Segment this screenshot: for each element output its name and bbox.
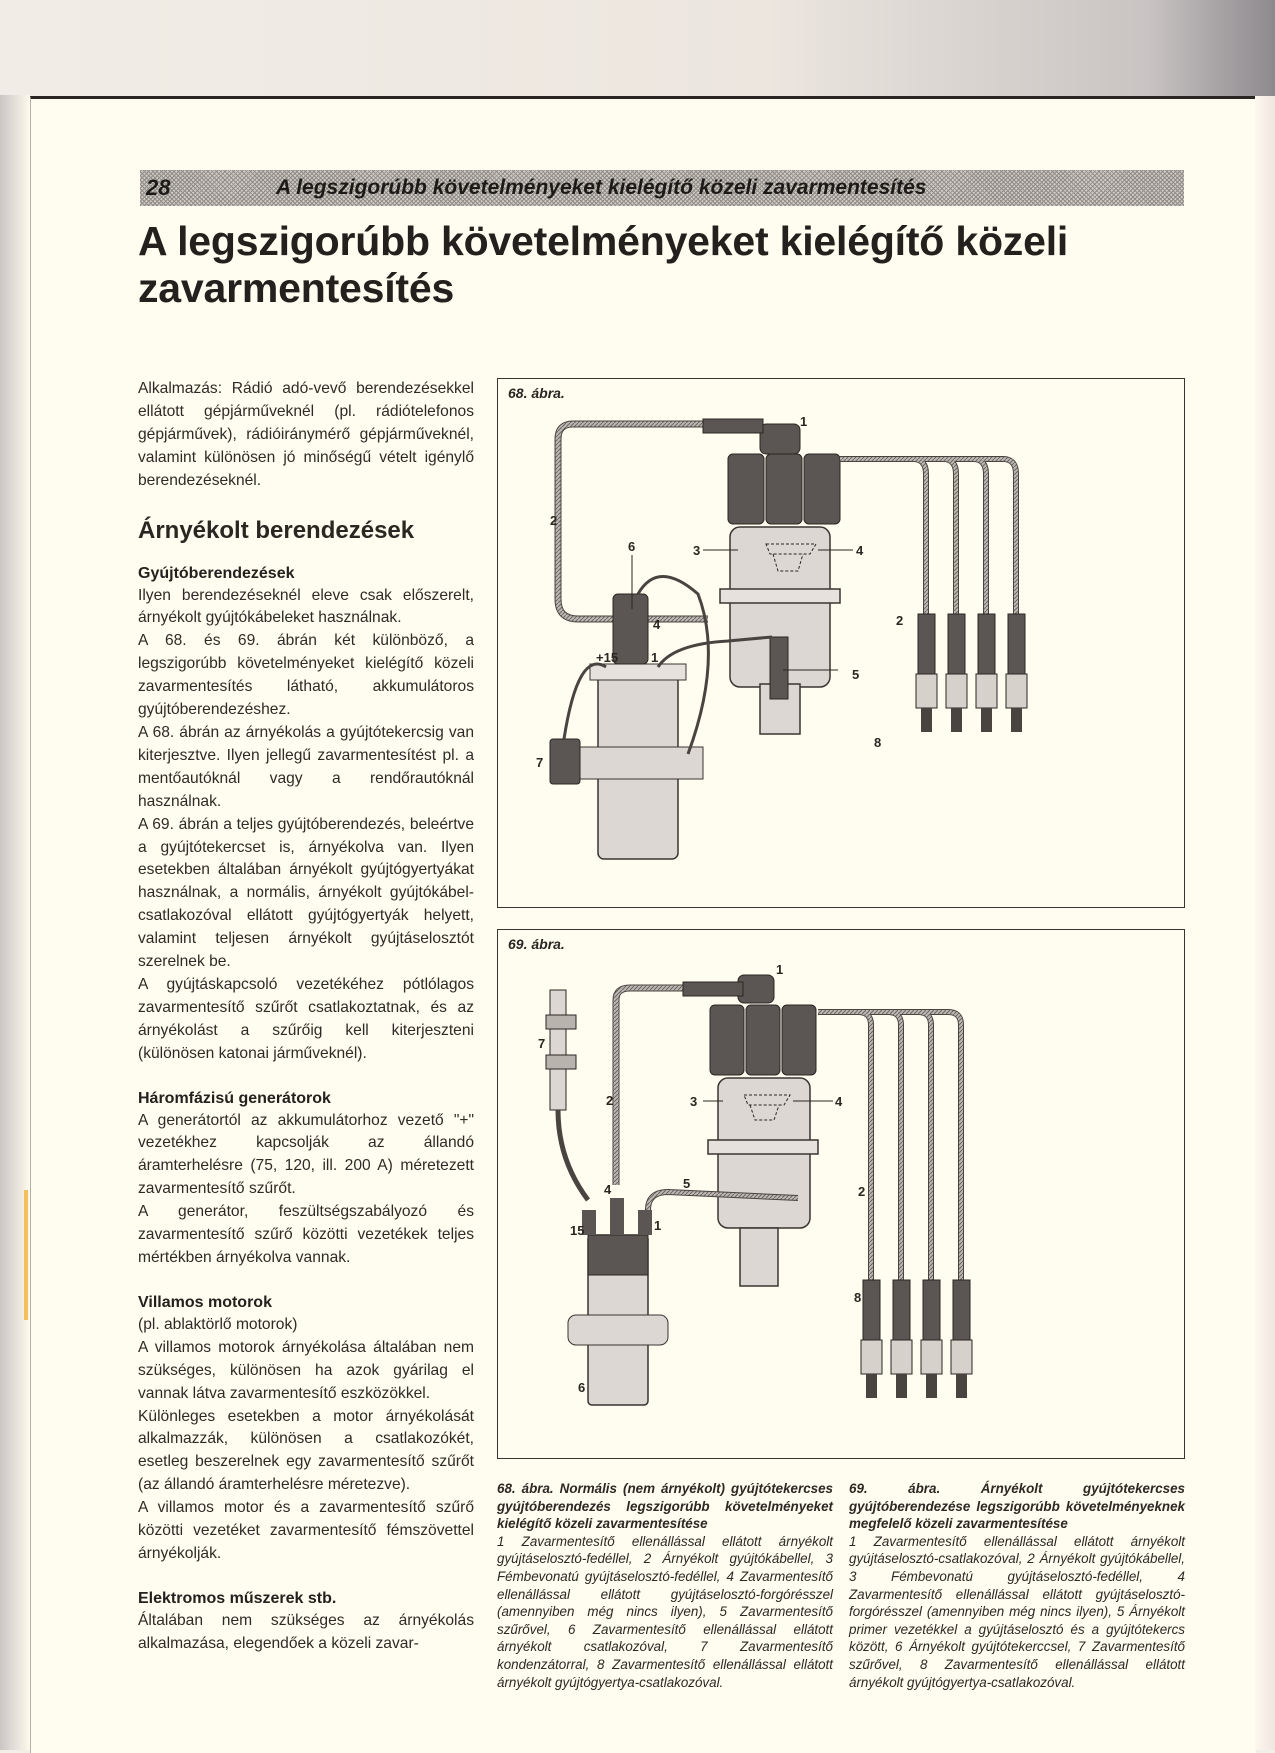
callout-1: 1: [776, 962, 784, 977]
figure-69: [497, 929, 1185, 1459]
paragraph: (pl. ablaktörlő motorok): [138, 1315, 298, 1333]
running-header: [140, 170, 1184, 206]
spark-plug-leads: [818, 1012, 961, 1280]
subsection-heading-motors: Villamos motorok: [138, 1293, 272, 1311]
page-edge-shadow: [1255, 96, 1275, 1750]
callout-2: 2: [550, 513, 558, 528]
callout-6: 6: [628, 539, 636, 554]
paragraph: Általában nem szükséges az árnyékolás alkalmazása, elegendőek a közeli zavar-: [138, 1611, 474, 1652]
page-number: 28: [146, 175, 171, 200]
coil-connector: [613, 594, 648, 664]
suppression-filter: [770, 637, 788, 699]
caption-title: 68. ábra. Normális (nem árnyékolt) gyújtótekercses gyújtóberendezés legszigorúbb követelményeket kielégítő közeli zavarmentesítése: [497, 1481, 833, 1532]
callout-2: 2: [896, 613, 904, 628]
paragraph: A 68. ábrán az árnyékolás a gyújtótekercsig van kiterjesztve. Ilyen jellegű zavarmentesítést pl. a mentőautóknál vagy a rendőrautóknál használnak.: [138, 723, 474, 810]
distributor-cap-connectors: [703, 419, 840, 524]
caption-body: 1 Zavarmentesítő ellenállással ellátott árnyékolt gyújtáselosztó-csatlakozóval, 2 Árnyékolt gyújtókábellel, 3 Fémbevonatú gyújtáselosztó-fedéllel, 4 Zavarmentesítő ellenállással ellátott gyújtáselosztó-forgórésszel (amennyiben még nincs ilyen), 5 Árnyékolt primer vezetékkel a gyújtáselosztó és a gyújtótekercs között, 6 Árnyékolt gyújtótekerccsel, 7 Zavarmentesítő szűrővel, 8 Zavarmentesítő ellenállással ellátott árnyékolt gyújtógyertya-csatlakozóval.: [849, 1533, 1185, 1690]
spark-plugs: [916, 614, 1027, 732]
paragraph: A villamos motorok árnyékolása általában nem szükséges, különösen ha azok gyárilag el vannak látva zavarmentesítő eszközökkel.: [138, 1338, 474, 1402]
scan-background-left: [0, 95, 30, 1750]
callout-7: 7: [536, 755, 544, 770]
callout-5: 5: [683, 1176, 691, 1191]
terminal-15: 15: [570, 1223, 585, 1238]
subsection-heading-ignition: Gyújtóberendezések: [138, 564, 295, 582]
caption-title: 69. ábra. Árnyékolt gyújtótekercses gyújtóberendezése legszigorúbb követelményeknek megfelelő közeli zavarmentesítése: [849, 1481, 1185, 1532]
intro-paragraph: Alkalmazás: Rádió adó-vevő berendezésekkel ellátott gépjárműveknél (pl. rádiótelefonos gépjárművek), rádióiránymérő gépjárműveknél, valamint különösen jó minőségű vételt igénylő berendezéseknél.: [138, 380, 474, 489]
figure-68-diagram: [498, 379, 1184, 907]
callout-7: 7: [538, 1036, 546, 1051]
terminal-1: 1: [654, 1218, 662, 1233]
callout-2: 2: [606, 1093, 614, 1108]
subsection-heading-instruments: Elektromos műszerek stb.: [138, 1589, 337, 1607]
figure-69-caption: [849, 1480, 1185, 1691]
paragraph: A gyújtáskapcsoló vezetékéhez pótlólagos zavarmentesítő szűrőt csatlakoztatnak, és az árnyékolást a szűrőig kell kiterjeszteni (különösen katonai járműveknél).: [138, 975, 474, 1062]
scan-background-top: [0, 0, 1275, 100]
running-title: A legszigorúbb követelményeket kielégítő közeli zavarmentesítés: [276, 176, 927, 199]
callout-4: 4: [604, 1182, 612, 1197]
body-text-column: [138, 378, 474, 1656]
callout-4: 4: [835, 1094, 843, 1109]
figure-label: 69. ábra.: [508, 936, 565, 952]
paragraph: A villamos motor és a zavarmentesítő szűrő közötti vezetéket zavarmentesítő fémszövettel árnyékolják.: [138, 1499, 474, 1562]
terminal-plus15: +15: [596, 650, 619, 665]
callout-3: 3: [693, 543, 701, 558]
ignition-cable: [558, 424, 708, 619]
caption-body: 1 Zavarmentesítő ellenállással ellátott árnyékolt gyújtáselosztó-fedéllel, 2 Árnyékolt gyújtókábellel, 3 Fémbevonatú gyújtáselosztó-fedéllel, 4 Zavarmentesítő ellenállással ellátott gyújtáselosztó-forgórésszel (amennyiben még nincs ilyen), 5 Zavarmentesítő szűrővel, 6 Zavarmentesítő ellenállással ellátott árnyékolt csatlakozóval, 7 Zavarmentesítő kondenzátorral, 8 Zavarmentesítő ellenállással ellátott árnyékolt gyújtógyertya-csatlakozóval.: [497, 1533, 833, 1690]
callout-5: 5: [852, 667, 860, 682]
bookmark-tab: [24, 1190, 28, 1320]
paragraph: A generátor, feszültségszabályozó és zavarmentesítő szűrő közötti vezetékek teljes mértékben árnyékolva vannak.: [138, 1203, 474, 1266]
figure-68-caption: [497, 1480, 833, 1691]
page-title: A legszigorúbb követelményeket kielégítő közeli zavarmentesítés: [138, 218, 1069, 311]
spark-plugs: [861, 1280, 972, 1398]
paragraph: A generátortól az akkumulátorhoz vezető "+" vezetékhez kapcsolják az állandó áramterhelésre (75, 120, ill. 200 A) méretezett zavarmentesítő szűrőt.: [138, 1111, 474, 1198]
terminal-1: 1: [651, 650, 659, 665]
callout-4: 4: [856, 543, 864, 558]
callout-8: 8: [874, 735, 882, 750]
callout-3: 3: [690, 1094, 698, 1109]
section-heading: Árnyékolt berendezések: [138, 516, 415, 544]
callout-2: 2: [858, 1184, 866, 1199]
suppression-filter: [550, 990, 566, 1110]
subsection-heading-generators: Háromfázisú generátorok: [138, 1089, 331, 1107]
paragraph: Különleges esetekben a motor árnyékolását alkalmazzák, különösen a csatlakozókét, esetleg beszerelnek egy zavarmentesítő szűrőt (az állandó áramterhelésre méretezve).: [138, 1407, 474, 1494]
distributor-cap-connectors: [683, 975, 816, 1075]
paragraph: A 68. és 69. ábrán két különböző, a legszigorúbb követelményeket kielégítő közeli zavarmentesítés látható, akkumulátoros gyújtóberendezéshez.: [138, 632, 474, 719]
figure-68: [497, 378, 1185, 908]
paragraph: A 69. ábrán a teljes gyújtóberendezés, beleértve a gyújtótekercset is, árnyékolva van. Ilyen esetekben általában árnyékolt gyújtógyertyákat használnak, a normális, árnyékolt gyújtókábel-csatlakozóval ellátott gyújtógyertyák helyett, valamint teljesen árnyékolt gyújtáselosztót szerelnek be.: [138, 815, 474, 971]
callout-1: 1: [800, 414, 808, 429]
suppression-capacitor: [550, 739, 580, 784]
paragraph: Ilyen berendezéseknél eleve csak előszerelt, árnyékolt gyújtókábeleket használnak.: [138, 586, 474, 627]
callout-8: 8: [854, 1290, 862, 1305]
figure-69-diagram: [498, 930, 1184, 1458]
callout-6: 6: [578, 1380, 586, 1395]
figure-label: 68. ábra.: [508, 385, 565, 401]
callout-4: 4: [653, 617, 661, 632]
